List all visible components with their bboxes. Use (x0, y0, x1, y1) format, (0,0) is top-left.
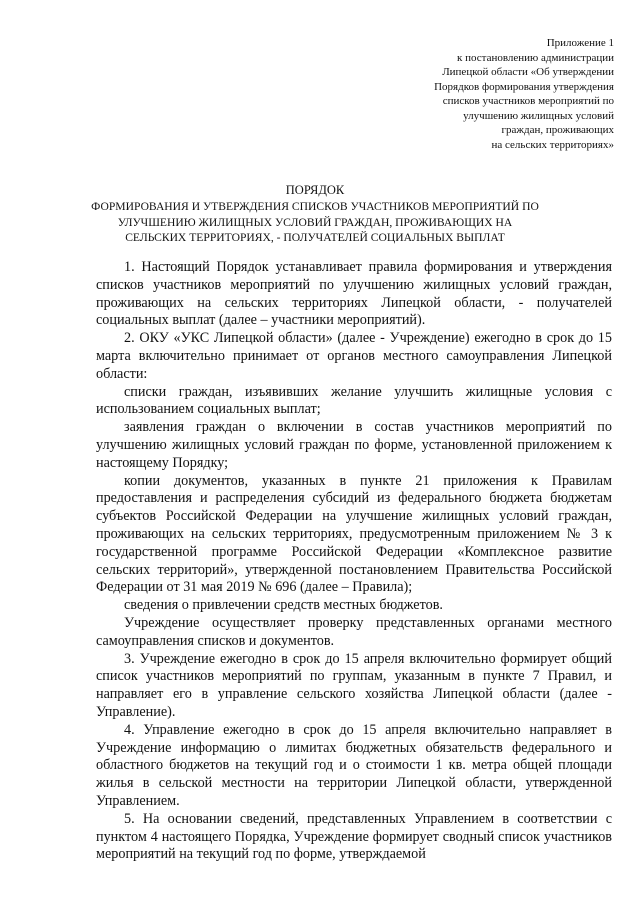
paragraph: Учреждение осуществляет проверку представленных органами местного самоуправления списков и документов. (96, 614, 612, 649)
appendix-line: к постановлению администрации (457, 51, 614, 64)
paragraph: копии документов, указанных в пункте 21 приложения к Правилам предоставления и распределения субсидий из федерального бюджета бюджетам субъектов Российской Федерации на улучшение жилищных условий граждан, проживающих на сельских территориях, предусмотренным приложением № 3 к государственной программе Российской Федерации «Комплексное развитие сельских территорий», утвержденной постановлением Правительства Российской Федерации от 31 мая 2019 № 696 (далее – Правила); (96, 472, 612, 596)
paragraph: 2. ОКУ «УКС Липецкой области» (далее - Учреждение) ежегодно в срок до 15 марта включительно принимает от органов местного самоуправления Липецкой области: (96, 330, 612, 382)
document-body (96, 259, 612, 864)
appendix-line: граждан, проживающих (501, 124, 614, 136)
appendix-note (434, 36, 614, 152)
appendix-line: списков участников мероприятий по (442, 95, 614, 107)
paragraph: списки граждан, изъявивших желание улучшить жилищные условия с использованием социальных выплат; (96, 383, 612, 418)
paragraph: заявления граждан о включении в состав участников мероприятий по улучшению жилищных условий граждан по форме, установленной приложением к настоящему Порядку; (96, 419, 612, 471)
paragraph: 5. На основании сведений, представленных Управлением в соответствии с пунктом 4 настоящего Порядка, Учреждение формирует сводный список участников мероприятий на текущий год по форме, утверждаемой (96, 810, 612, 863)
appendix-line: Порядков формирования утверждения (434, 80, 614, 93)
title-line: УЛУЧШЕНИЮ ЖИЛИЩНЫХ УСЛОВИЙ ГРАЖДАН, ПРОЖИВАЮЩИХ НА (117, 215, 513, 229)
appendix-line: Липецкой области «Об утверждении (442, 66, 614, 78)
paragraph: 4. Управление ежегодно в срок до 15 апреля включительно направляет в Учреждение информацию о лимитах бюджетных обязательств федерального и областного бюджетов на текущий год и о стоимости 1 кв. метра общей площади жилья в сельской местности на территории Липецкой области, утвержденной Управлением. (96, 721, 612, 809)
appendix-line: на сельских территориях» (491, 138, 614, 151)
paragraph: 3. Учреждение ежегодно в срок до 15 апреля включительно формирует общий список участников мероприятий по группам, указанным в пункте 7 Правил, и направляет его в управление сельского хозяйства Липецкой области (далее - Управление). (96, 650, 612, 720)
appendix-line: Приложение 1 (546, 37, 614, 49)
appendix-line: улучшению жилищных условий (463, 109, 614, 122)
title-heading: ПОРЯДОК (285, 183, 345, 197)
document-title (90, 182, 540, 246)
paragraph: сведения о привлечении средств местных бюджетов. (124, 597, 443, 614)
paragraph: 1. Настоящий Порядок устанавливает правила формирования и утверждения списков участников мероприятий по улучшению жилищных условий граждан, проживающих на сельских территориях Липецкой области, - получателей социальных выплат (далее – участники мероприятий). (96, 259, 612, 329)
title-line: СЕЛЬСКИХ ТЕРРИТОРИЯХ, - ПОЛУЧАТЕЛЕЙ СОЦИАЛЬНЫХ ВЫПЛАТ (125, 231, 505, 244)
title-line: ФОРМИРОВАНИЯ И УТВЕРЖДЕНИЯ СПИСКОВ УЧАСТНИКОВ МЕРОПРИЯТИЙ ПО (91, 200, 539, 213)
